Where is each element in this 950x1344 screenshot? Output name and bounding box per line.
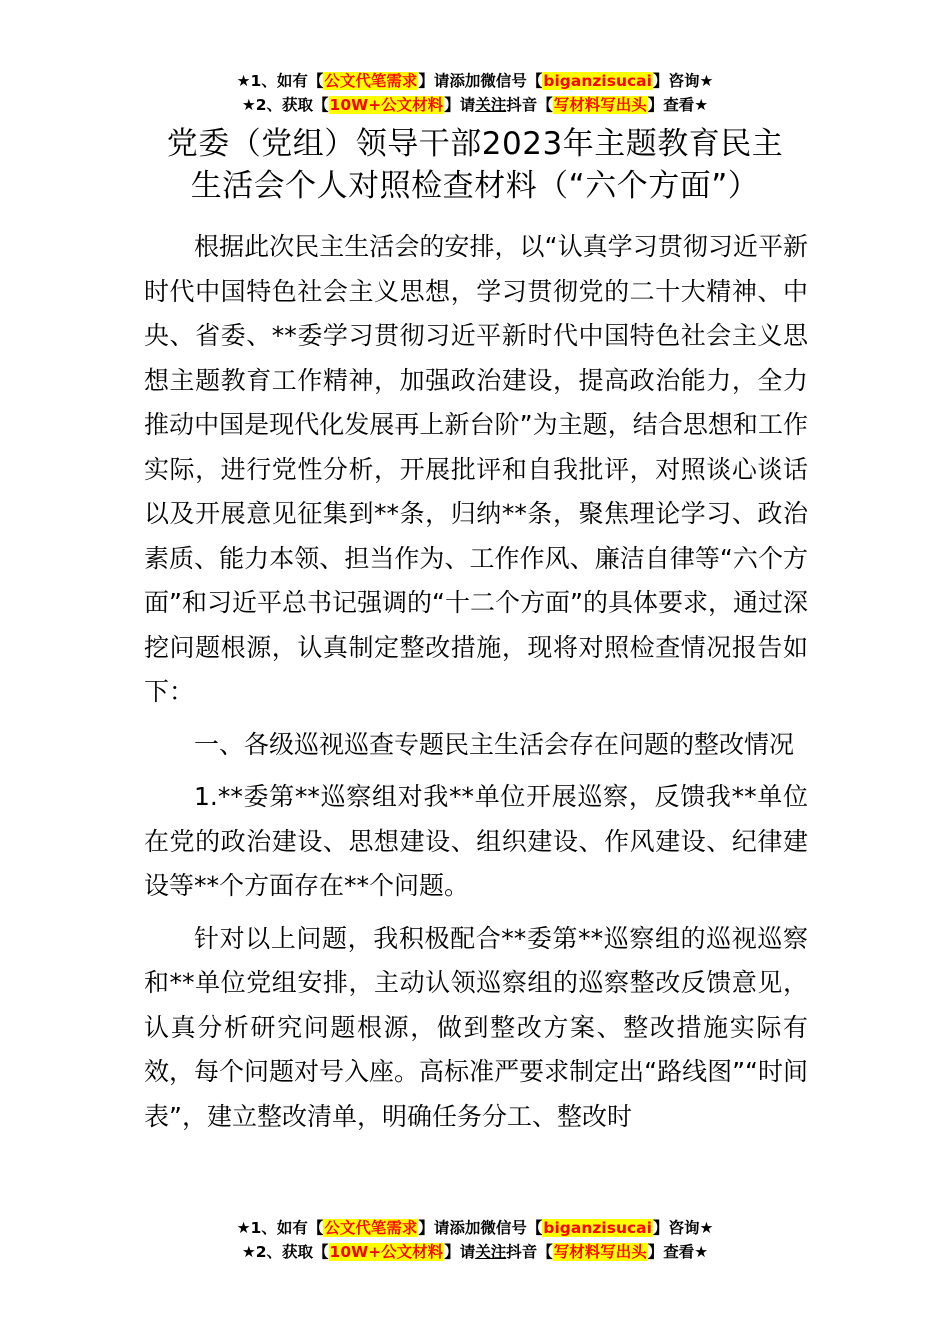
banner-highlight: 10W+公文材料 [329, 1243, 444, 1261]
banner-highlight: 写材料写出头 [553, 96, 647, 114]
footer-banner [0, 1216, 950, 1264]
banner-text: ★2、获取【 [241, 1243, 329, 1261]
banner-text: 】请 [418, 1219, 450, 1237]
banner-text: 】请 [444, 1243, 476, 1261]
banner-highlight: 公文代笔需求 [324, 1219, 418, 1237]
response-paragraph: 针对以上问题，我积极配合**委第**巡察组的巡视巡察和**单位党组安排，主动认领巡察组的巡察整改反馈意见，认真分析研究问题根源，做到整改方案、整改措施实际有效，每个问题对号入座。高标准严要求制定出“路线图”“时间表”，建立整改清单，明确任务分工、整改时 [144, 923, 808, 1131]
banner-emphasis: 关注 [475, 1243, 507, 1261]
banner-line-2 [0, 1240, 950, 1264]
section-heading-1: 一、各级巡视巡查专题民主生活会存在问题的整改情况 [194, 729, 795, 759]
banner-line-1 [0, 69, 950, 93]
banner-emphasis: 关注 [475, 96, 507, 114]
banner-text: ★1、如有【 [236, 1219, 324, 1237]
banner-text: 】咨询★ [652, 1219, 714, 1237]
banner-text: 抖音【 [506, 96, 553, 114]
banner-text: 】查看★ [647, 1243, 709, 1261]
banner-text: 】咨询★ [652, 72, 714, 90]
title-line-1: 党委（党组）领导干部2023年主题教育民主 [166, 126, 784, 162]
document-body [144, 225, 808, 1139]
banner-highlight: 公文代笔需求 [324, 72, 418, 90]
document-title [140, 123, 810, 207]
banner-text: ★1、如有【 [236, 72, 324, 90]
banner-emphasis: 添加 [449, 1219, 481, 1237]
banner-highlight: 10W+公文材料 [329, 96, 444, 114]
banner-text: 微信号【 [480, 72, 543, 90]
banner-text: 微信号【 [480, 1219, 543, 1237]
title-line-2: 生活会个人对照检查材料（“六个方面”） [190, 168, 760, 204]
banner-text: 】请 [444, 96, 476, 114]
banner-emphasis: 添加 [449, 72, 481, 90]
banner-highlight: 写材料写出头 [553, 1243, 647, 1261]
banner-highlight: biganzisucai [543, 1219, 652, 1237]
intro-paragraph: 根据此次民主生活会的安排，以“认真学习贯彻习近平新时代中国特色社会主义思想，学习贯彻党的二十大精神、中央、省委、**委学习贯彻习近平新时代中国特色社会主义思想主题教育工作精神，加强政治建设，提高政治能力，全力推动中国是现代化发展再上新台阶”为主题，结合思想和工作实际，进行党性分析，开展批评和自我批评，对照谈心谈话以及开展意见征集到**条，归纳**条，聚焦理论学习、政治素质、能力本领、担当作为、工作作风、廉洁自律等“六个方面”和习近平总书记强调的“十二个方面”的具体要求，通过深挖问题根源，认真制定整改措施，现将对照检查情况报告如下： [144, 232, 808, 706]
banner-line-1 [0, 1216, 950, 1240]
banner-text: 】查看★ [647, 96, 709, 114]
banner-text: 抖音【 [506, 1243, 553, 1261]
item-paragraph-1: 1.**委第**巡察组对我**单位开展巡察，反馈我**单位在党的政治建设、思想建设、组织建设、作风建设、纪律建设等**个方面存在**个问题。 [144, 782, 808, 900]
banner-text: ★2、获取【 [241, 96, 329, 114]
banner-line-2 [0, 93, 950, 117]
banner-highlight: biganzisucai [543, 72, 652, 90]
banner-text: 】请 [418, 72, 450, 90]
header-banner [0, 69, 950, 117]
